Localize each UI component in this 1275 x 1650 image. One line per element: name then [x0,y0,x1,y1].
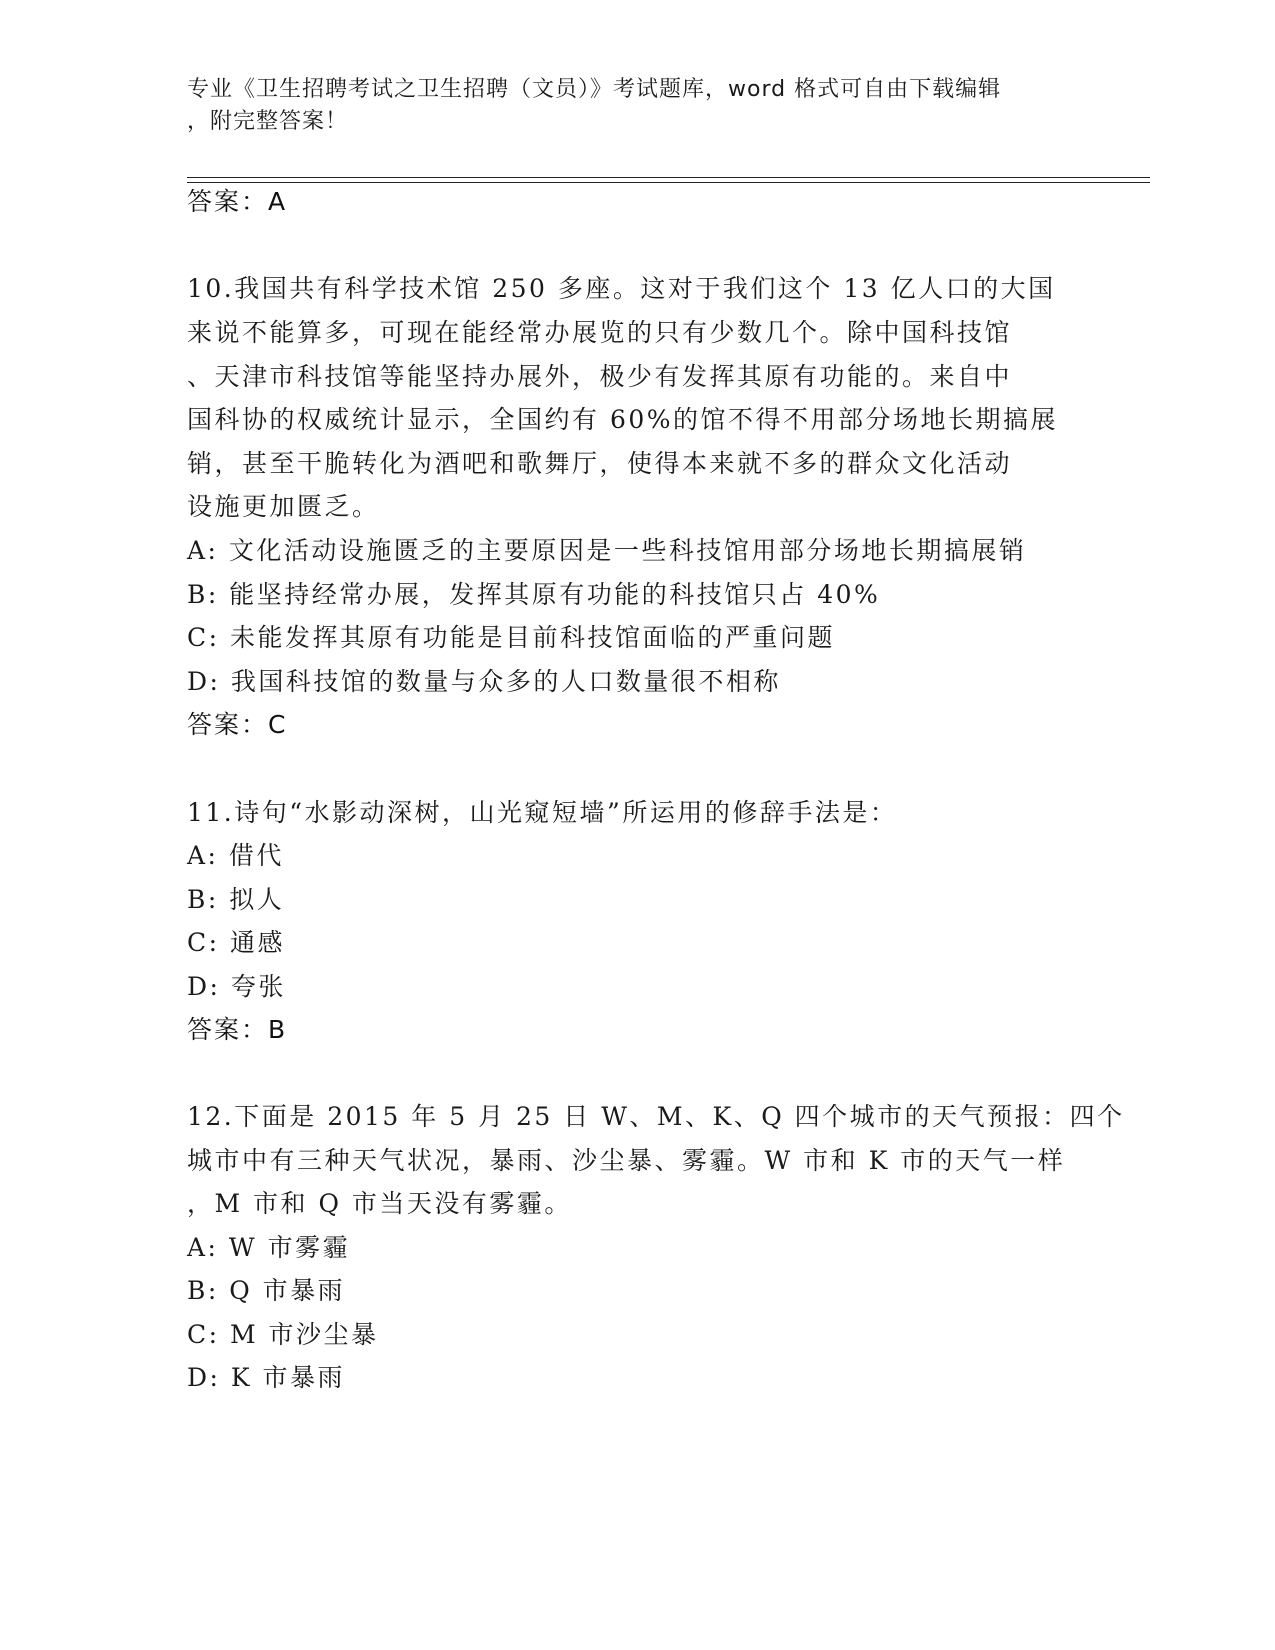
q12-stem-line-2: 城市中有三种天气状况，暴雨、沙尘暴、雾霾。W 市和 K 市的天气一样 [187,1146,1066,1175]
q12-option-b: B: Q 市暴雨 [187,1276,346,1305]
q10-stem-line-3: 、天津市科技馆等能坚持办展外，极少有发挥其原有功能的。来自中 [187,362,1013,391]
q11-option-d: D: 夸张 [187,972,286,1001]
header-line-1: 专业《卫生招聘考试之卫生招聘（文员）》考试题库，word 格式可自由下载编辑 [187,77,1002,102]
q10-option-b: B: 能坚持经常办展，发挥其原有功能的科技馆只占 40% [187,580,881,609]
q11-option-c: C: 通感 [187,928,285,957]
answer-q10: 答案：C [187,710,288,739]
q12-stem-line-1: 12.下面是 2015 年 5 月 25 日 W、M、K、Q 四个城市的天气预报：四个 [187,1102,1125,1131]
q10-option-a: A: 文化活动设施匮乏的主要原因是一些科技馆用部分场地长期搞展销 [187,536,1027,565]
q11-option-b: B: 拟人 [187,885,285,914]
q10-stem-line-5: 销，甚至干脆转化为酒吧和歌舞厅，使得本来就不多的群众文化活动 [187,449,1013,478]
answer-q11: 答案：B [187,1015,288,1044]
q10-stem-line-2: 来说不能算多，可现在能经常办展览的只有少数几个。除中国科技馆 [187,318,1013,347]
q12-option-a: A: W 市雾霾 [187,1233,351,1262]
q10-option-d: D: 我国科技馆的数量与众多的人口数量很不相称 [187,667,781,696]
page-header [187,74,1067,138]
q10-option-c: C: 未能发挥其原有功能是目前科技馆面临的严重问题 [187,623,836,652]
q10-stem-line-1: 10.我国共有科学技术馆 250 多座。这对于我们这个 13 亿人口的大国 [187,274,1056,303]
header-rule-bottom [187,182,1150,183]
header-rule-top [187,177,1150,178]
header-line-2: ，附完整答案！ [187,109,349,134]
q12-stem-line-3: ，M 市和 Q 市当天没有雾霾。 [187,1189,572,1218]
q12-option-c: C: M 市沙尘暴 [187,1320,379,1349]
q10-stem-line-4: 国科协的权威统计显示，全国约有 60%的馆不得不用部分场地长期搞展 [187,405,1059,434]
q11-option-a: A: 借代 [187,841,284,870]
answer-previous: 答案：A [187,187,288,216]
q12-option-d: D: K 市暴雨 [187,1363,346,1392]
q10-stem-line-6: 设施更加匮乏。 [187,492,380,521]
q11-stem-line-1: 11.诗句“水影动深树，山光窥短墙”所运用的修辞手法是： [187,798,898,827]
